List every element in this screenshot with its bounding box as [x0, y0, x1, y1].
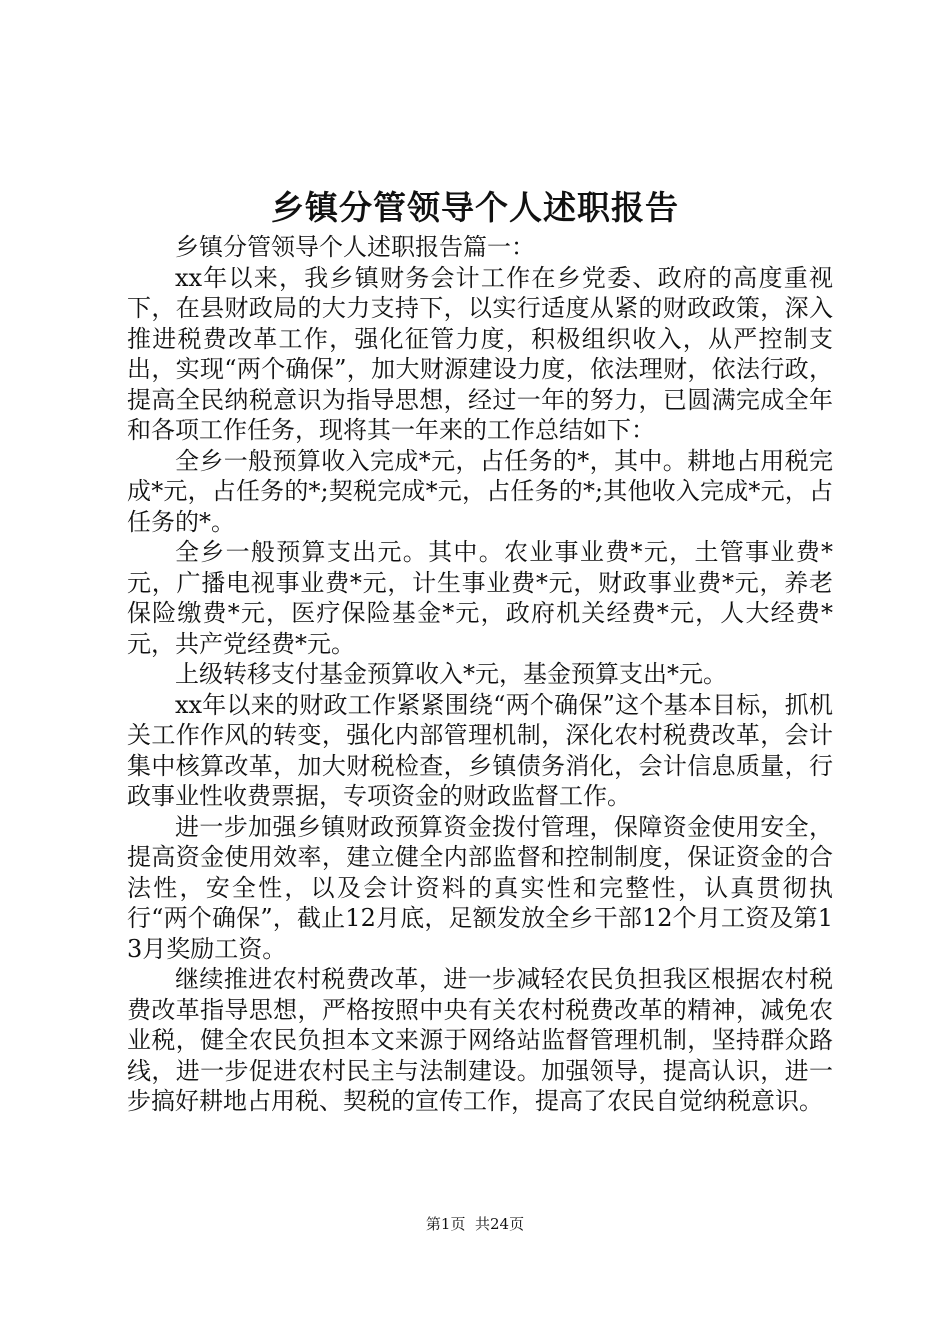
- paragraph-6: xx年以来的财政工作紧紧围绕“两个确保”这个基本目标，抓机关工作作风的转变，强化内部管理机制，深化农村税费改革，会计集中核算改革，加大财税检查，乡镇债务消化，会计信息质量，行政事业性收费票据，专项资金的财政监督工作。: [127, 690, 833, 810]
- paragraph-7: 进一步加强乡镇财政预算资金拨付管理，保障资金使用安全，提高资金使用效率，建立健全内部监督和控制制度，保证资金的合法性，安全性，以及会计资料的真实性和完整性，认真贯彻执行“两个确保”，截止12月底，足额发放全乡干部12个月工资及第13月奖励工资。: [127, 812, 833, 963]
- paragraph-2: xx年以来，我乡镇财务会计工作在乡党委、政府的高度重视下，在县财政局的大力支持下，以实行适度从紧的财政政策，深入推进税费改革工作，强化征管力度，积极组织收入，从严控制支出，实现“两个确保”，加大财源建设力度，依法理财，依法行政，提高全民纳税意识为指导思想，经过一年的努力，已圆满完成全年和各项工作任务，现将其一年来的工作总结如下：: [127, 263, 833, 444]
- paragraph-5: 上级转移支付基金预算收入*元，基金预算支出*元。: [175, 660, 727, 688]
- document-title: 乡镇分管领导个人述职报告: [271, 188, 679, 227]
- document-body: [127, 232, 833, 1117]
- paragraph-8: 继续推进农村税费改革，进一步减轻农民负担我区根据农村税费改革指导思想，严格按照中央有关农村税费改革的精神，减免农业税，健全农民负担本文来源于网络站监督管理机制，坚持群众路线，进一步促进农村民主与法制建设。加强领导，提高认识，进一步搞好耕地占用税、契税的宣传工作，提高了农民自觉纳税意识。: [127, 965, 833, 1115]
- page-number: 第1页 共24页: [425, 1215, 525, 1233]
- paragraph-4: 全乡一般预算支出元。其中。农业事业费*元，土管事业费*元，广播电视事业费*元，计生事业费*元，财政事业费*元，养老保险缴费*元，医疗保险基金*元，政府机关经费*元，人大经费*元，共产党经费*元。: [127, 538, 833, 658]
- paragraph-1: 乡镇分管领导个人述职报告篇一：: [175, 233, 535, 261]
- paragraph-3: 全乡一般预算收入完成*元，占任务的*，其中。耕地占用税完成*元，占任务的*;契税完成*元，占任务的*;其他收入完成*元，占任务的*。: [127, 446, 833, 536]
- page-footer: [0, 1214, 950, 1234]
